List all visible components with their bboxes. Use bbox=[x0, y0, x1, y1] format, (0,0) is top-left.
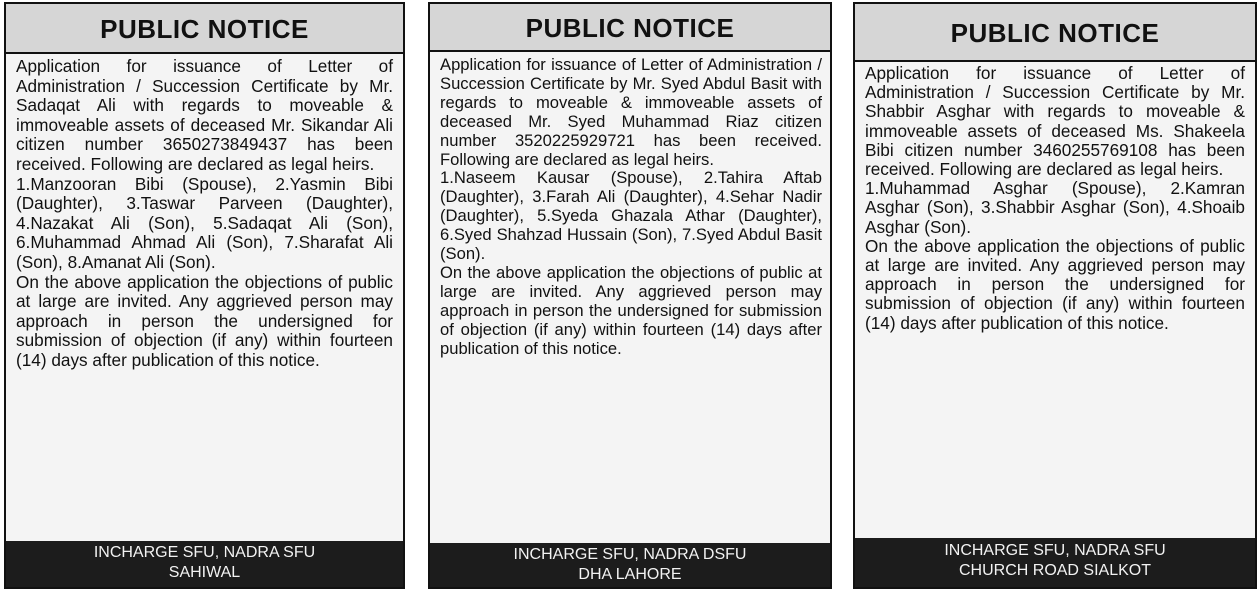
public-notice-sialkot bbox=[853, 2, 1257, 589]
signature-office: INCHARGE SFU, NADRA SFU bbox=[944, 542, 1166, 559]
notice-body bbox=[430, 52, 830, 359]
notice-title: PUBLIC NOTICE bbox=[6, 4, 403, 54]
public-notice-sahiwal bbox=[4, 2, 405, 589]
public-notice-lahore bbox=[428, 2, 832, 589]
signature-location: CHURCH ROAD SIALKOT bbox=[958, 562, 1152, 579]
notice-body bbox=[6, 54, 403, 371]
legal-heirs-list: 1.Naseem Kausar (Spouse), 2.Tahira Aftab (Daughter), 3.Farah Ali (Daughter), 4.Sehar Nadir (Daughter), 5.Syeda Ghazala Athar (Daughter), 6.Syed Shahzad Hussain (Son), 7.Syed Abdul Basit (Son). bbox=[440, 168, 822, 264]
signature-location: SAHIWAL bbox=[168, 564, 241, 581]
signature-office: INCHARGE SFU, NADRA SFU bbox=[93, 544, 316, 561]
notice-intro: Application for issuance of Letter of Administration / Succession Certificate by Mr. Sadaqat Ali with regards to moveable & immoveable assets of deceased Mr. Sikandar Ali citizen number 3650273849437 has been received. Following are declared as legal heirs. bbox=[16, 56, 393, 174]
legal-heirs-list: 1.Manzooran Bibi (Spouse), 2.Yasmin Bibi (Daughter), 3.Taswar Parveen (Daughter), 4.Nazakat Ali (Son), 5.Sadaqat Ali (Son), 6.Muhammad Ahmad Ali (Son), 7.Sharafat Ali (Son), 8.Amanat Ali (Son). bbox=[16, 173, 393, 272]
notice-signature-block bbox=[430, 543, 830, 587]
notice-objection-text: On the above application the objections of public at large are invited. Any aggrieved person may approach in person the undersigned for submission of objection (if any) within fourteen (14) days after publication of this notice. bbox=[440, 262, 822, 358]
notice-title: PUBLIC NOTICE bbox=[855, 4, 1255, 62]
notice-intro: Application for issuance of Letter of Administration / Succession Certificate by Mr. Shabbir Asghar with regards to moveable & immoveable assets of deceased Ms. Shakeela Bibi citizen number 3460255769108 has been received. Following are declared as legal heirs. bbox=[865, 63, 1245, 180]
notice-signature-block bbox=[6, 541, 403, 587]
signature-location: DHA LAHORE bbox=[578, 566, 682, 583]
notice-title: PUBLIC NOTICE bbox=[430, 4, 830, 52]
notice-objection-text: On the above application the objections of public at large are invited. Any aggrieved person may approach in person the undersigned for submission of objection (if any) within fourteen (14) days after publication of this notice. bbox=[865, 235, 1245, 333]
notice-signature-block bbox=[855, 538, 1255, 587]
notice-objection-text: On the above application the objections of public at large are invited. Any aggrieved person may approach in person the undersigned for submission of objection (if any) within fourteen (14) days after publication of this notice. bbox=[16, 271, 393, 370]
legal-heirs-list: 1.Muhammad Asghar (Spouse), 2.Kamran Asghar (Son), 3.Shabbir Asghar (Son), 4.Shoaib Asghar (Son). bbox=[865, 178, 1245, 237]
signature-office: INCHARGE SFU, NADRA DSFU bbox=[513, 546, 747, 563]
notice-body bbox=[855, 62, 1255, 333]
notice-intro: Application for issuance of Letter of Administration / Succession Certificate by Mr. Syed Abdul Basit with regards to moveable & immoveable assets of deceased Mr. Syed Muhammad Riaz citizen number 3520225929721 has been received. Following are declared as legal heirs. bbox=[440, 55, 822, 169]
